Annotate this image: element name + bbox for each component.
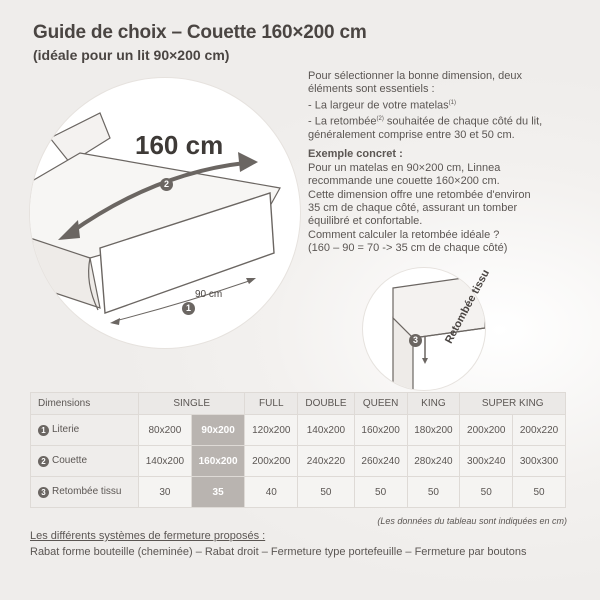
table-cell: 40 xyxy=(245,477,298,508)
table-cell: 35 xyxy=(191,477,245,508)
row-label: 1 Literie xyxy=(31,415,139,446)
table-cell: 260x240 xyxy=(354,446,407,477)
example-line: 35 cm de chaque côté, assurant un tomber xyxy=(308,201,518,214)
example-line: Pour un matelas en 90×200 cm, Linnea xyxy=(308,161,501,174)
table-cell: 30 xyxy=(139,477,192,508)
intro-bullet-width: - La largeur de votre matelas$^{(1)}$ xyxy=(308,99,456,112)
table-cell: 50 xyxy=(407,477,460,508)
marker-1: 1 xyxy=(182,302,195,315)
table-header-cell: FULL xyxy=(245,393,298,415)
table-header-cell: SINGLE xyxy=(139,393,245,415)
intro-line: éléments sont essentiels : xyxy=(308,83,435,96)
page-title: Guide de choix – Couette 160×200 cm xyxy=(33,22,367,43)
drop-drawing xyxy=(363,268,485,390)
mattress-label: 90 cm xyxy=(195,289,223,300)
bed-illustration xyxy=(30,78,300,348)
width-label: 160 cm xyxy=(135,130,224,160)
row-label: 3 Retombée tissu xyxy=(31,477,139,508)
example-line: recommande une couette 160×200 cm. xyxy=(308,175,500,188)
row-label: 2 Couette xyxy=(31,446,139,477)
drop-label: Retombée tissu xyxy=(443,267,493,346)
table-cell: 300x240 xyxy=(460,446,513,477)
table-cell: 80x200 xyxy=(139,415,192,446)
example-title: Exemple concret : xyxy=(308,148,403,161)
table-header-cell: SUPER KING xyxy=(460,393,566,415)
table-cell: 160x200 xyxy=(191,446,245,477)
intro-line: généralement comprise entre 30 et 50 cm. xyxy=(308,128,515,141)
intro-line: Pour sélectionner la bonne dimension, deux xyxy=(308,70,523,82)
table-cell: 180x200 xyxy=(407,415,460,446)
intro-bullet-drop: - La retombée$^{(2)}$ souhaitée de chaque côté du lit, xyxy=(308,115,543,128)
table-cell: 280x240 xyxy=(407,446,460,477)
page-subtitle: (idéale pour un lit 90×200 cm) xyxy=(33,47,230,63)
table-header-cell: KING xyxy=(407,393,460,415)
table-cell: 200x200 xyxy=(245,446,298,477)
table-cell: 140x200 xyxy=(139,446,192,477)
table-cell: 120x200 xyxy=(245,415,298,446)
table-header-cell: DOUBLE xyxy=(298,393,355,415)
table-cell: 200x200 xyxy=(460,415,513,446)
table-note: (Les données du tableau sont indiquées en cm) xyxy=(377,516,567,526)
example-line: Comment calculer la retombée idéale ? xyxy=(308,228,500,241)
table-cell: 200x220 xyxy=(513,415,566,446)
size-table xyxy=(30,392,566,508)
closures-title: Les différents systèmes de fermeture proposés : xyxy=(30,530,266,542)
table-header-row xyxy=(31,393,566,415)
table-header-cell: Dimensions xyxy=(31,393,139,415)
closures-list: Rabat forme bouteille (cheminée) – Rabat droit – Fermeture type portefeuille – Fermeture par boutons xyxy=(30,546,527,558)
table-row xyxy=(31,415,566,446)
table-cell: 50 xyxy=(298,477,355,508)
table-cell: 50 xyxy=(354,477,407,508)
drop-illustration xyxy=(363,268,485,390)
example-line: équilibré et confortable. xyxy=(308,215,423,228)
bed-drawing xyxy=(30,78,300,348)
table-header-cell: QUEEN xyxy=(354,393,407,415)
table-cell: 50 xyxy=(460,477,513,508)
table-cell: 140x200 xyxy=(298,415,355,446)
example-line: Cette dimension offre une retombée d'environ xyxy=(308,188,531,201)
marker-2: 2 xyxy=(160,178,173,191)
table-cell: 240x220 xyxy=(298,446,355,477)
table-cell: 300x300 xyxy=(513,446,566,477)
intro-text xyxy=(308,70,588,256)
example-line: (160 – 90 = 70 -> 35 cm de chaque côté) xyxy=(308,242,508,255)
table-cell: 90x200 xyxy=(191,415,245,446)
table-row xyxy=(31,446,566,477)
table-cell: 50 xyxy=(513,477,566,508)
table-cell: 160x200 xyxy=(354,415,407,446)
table-row xyxy=(31,477,566,508)
marker-3: 3 xyxy=(409,334,422,347)
